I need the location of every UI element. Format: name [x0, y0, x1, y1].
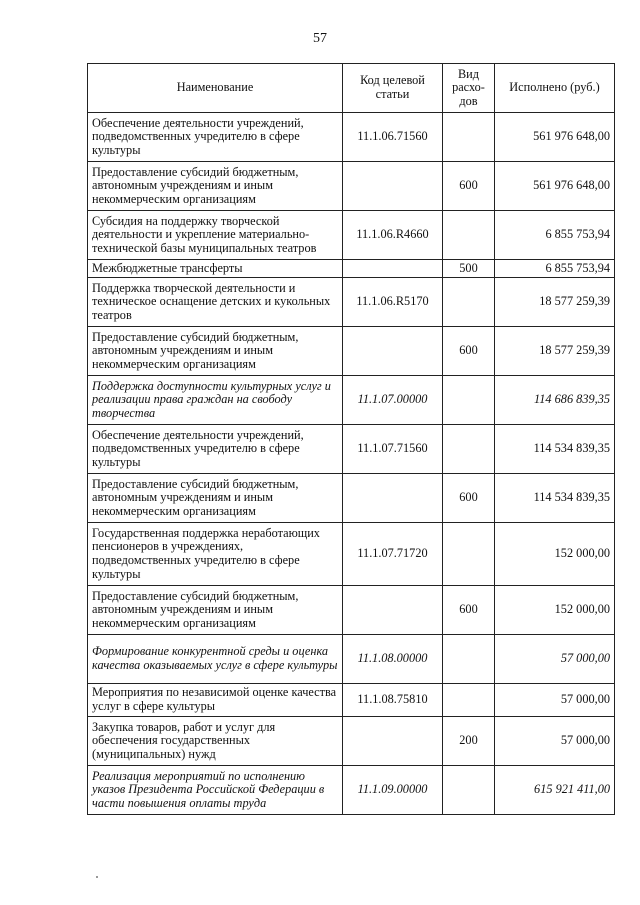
- row-code: 11.1.06.R5170: [343, 278, 443, 327]
- row-name: Реализация мероприятий по исполнению указов Президента Российской Федерации в части повышения оплаты труда: [88, 766, 343, 815]
- budget-table: [87, 63, 615, 815]
- table-row: [88, 523, 615, 586]
- row-code: [343, 586, 443, 635]
- header-type: Вид расхо-дов: [443, 64, 495, 113]
- row-type: 600: [443, 474, 495, 523]
- table-row: [88, 113, 615, 162]
- row-type: [443, 523, 495, 586]
- row-type: 500: [443, 260, 495, 278]
- row-type: [443, 113, 495, 162]
- row-code: 11.1.06.R4660: [343, 211, 443, 260]
- row-code: [343, 474, 443, 523]
- row-name: Поддержка доступности культурных услуг и реализации права граждан на свободу творчества: [88, 376, 343, 425]
- row-amount: 561 976 648,00: [495, 113, 615, 162]
- row-amount: 57 000,00: [495, 684, 615, 717]
- row-type: 600: [443, 586, 495, 635]
- row-name: Предоставление субсидий бюджетным, автономным учреждениям и иным некоммерческим организациям: [88, 586, 343, 635]
- row-amount: 561 976 648,00: [495, 162, 615, 211]
- row-type: [443, 684, 495, 717]
- row-amount: 114 534 839,35: [495, 474, 615, 523]
- table-row: [88, 211, 615, 260]
- table-row: [88, 260, 615, 278]
- row-amount: 57 000,00: [495, 717, 615, 766]
- table-row: [88, 586, 615, 635]
- row-name: Предоставление субсидий бюджетным, автономным учреждениям и иным некоммерческим организациям: [88, 162, 343, 211]
- row-type: [443, 376, 495, 425]
- row-name: Предоставление субсидий бюджетным, автономным учреждениям и иным некоммерческим организациям: [88, 474, 343, 523]
- table-row-section: [88, 766, 615, 815]
- row-name: Обеспечение деятельности учреждений, подведомственных учредителю в сфере культуры: [88, 113, 343, 162]
- row-type: 600: [443, 162, 495, 211]
- row-code: 11.1.06.71560: [343, 113, 443, 162]
- row-amount: 18 577 259,39: [495, 278, 615, 327]
- row-amount: 152 000,00: [495, 523, 615, 586]
- table-row: [88, 327, 615, 376]
- row-name: Предоставление субсидий бюджетным, автономным учреждениям и иным некоммерческим организациям: [88, 327, 343, 376]
- row-name: Формирование конкурентной среды и оценка качества оказываемых услуг в сфере культуры: [88, 635, 343, 684]
- row-type: [443, 278, 495, 327]
- row-code: 11.1.07.71720: [343, 523, 443, 586]
- row-code: 11.1.08.75810: [343, 684, 443, 717]
- row-amount: 615 921 411,00: [495, 766, 615, 815]
- row-name: Мероприятия по независимой оценке качества услуг в сфере культуры: [88, 684, 343, 717]
- row-amount: 114 534 839,35: [495, 425, 615, 474]
- row-code: 11.1.09.00000: [343, 766, 443, 815]
- scan-speck: [96, 876, 98, 878]
- row-code: [343, 260, 443, 278]
- table-row: [88, 425, 615, 474]
- header-code: Код целевой статьи: [343, 64, 443, 113]
- page-number: 57: [313, 31, 327, 46]
- row-name: Закупка товаров, работ и услуг для обеспечения государственных (муниципальных) нужд: [88, 717, 343, 766]
- table-row: [88, 474, 615, 523]
- row-name: Субсидия на поддержку творческой деятельности и укрепление материально-технической базы муниципальных театров: [88, 211, 343, 260]
- header-amount: Исполнено (руб.): [495, 64, 615, 113]
- row-type: [443, 635, 495, 684]
- row-amount: 6 855 753,94: [495, 211, 615, 260]
- row-name: Государственная поддержка неработающих пенсионеров в учреждениях, подведомственных учредителю в сфере культуры: [88, 523, 343, 586]
- table-header-row: [88, 64, 615, 113]
- row-type: [443, 766, 495, 815]
- row-amount: 6 855 753,94: [495, 260, 615, 278]
- row-code: 11.1.07.71560: [343, 425, 443, 474]
- table-row-section: [88, 635, 615, 684]
- row-name: Поддержка творческой деятельности и техническое оснащение детских и кукольных театров: [88, 278, 343, 327]
- row-amount: 152 000,00: [495, 586, 615, 635]
- row-name: Межбюджетные трансферты: [88, 260, 343, 278]
- row-type: [443, 211, 495, 260]
- row-amount: 18 577 259,39: [495, 327, 615, 376]
- table-row: [88, 162, 615, 211]
- table-row: [88, 684, 615, 717]
- row-code: [343, 717, 443, 766]
- table-row-section: [88, 376, 615, 425]
- row-code: 11.1.08.00000: [343, 635, 443, 684]
- row-type: 600: [443, 327, 495, 376]
- row-name: Обеспечение деятельности учреждений, подведомственных учредителю в сфере культуры: [88, 425, 343, 474]
- table-row: [88, 717, 615, 766]
- row-amount: 114 686 839,35: [495, 376, 615, 425]
- row-type: 200: [443, 717, 495, 766]
- row-type: [443, 425, 495, 474]
- row-code: 11.1.07.00000: [343, 376, 443, 425]
- row-code: [343, 327, 443, 376]
- row-code: [343, 162, 443, 211]
- header-name: Наименование: [88, 64, 343, 113]
- row-amount: 57 000,00: [495, 635, 615, 684]
- table-row: [88, 278, 615, 327]
